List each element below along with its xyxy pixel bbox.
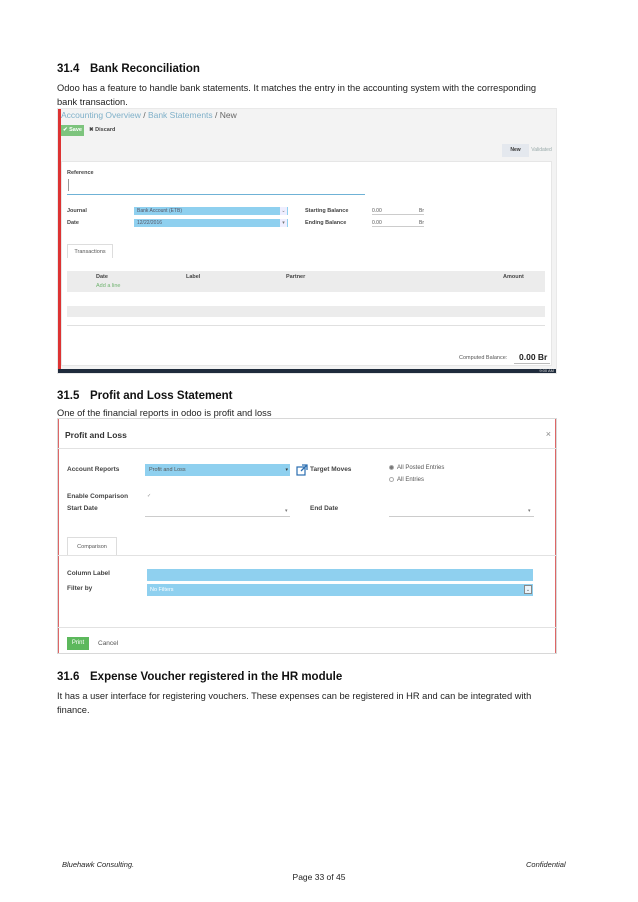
state-validated: Validated — [531, 147, 552, 153]
radio-label: All Entries — [397, 477, 425, 484]
ending-balance-label: Ending Balance — [305, 220, 347, 226]
starting-balance-field[interactable] — [372, 207, 424, 215]
section-number: 31.6 — [57, 671, 80, 683]
date-field[interactable] — [134, 219, 288, 227]
print-button[interactable]: Print — [67, 637, 89, 650]
column-partner: Partner — [286, 274, 306, 280]
section-title: Profit and Loss Statement — [90, 390, 233, 402]
start-date-label: Start Date — [67, 505, 98, 512]
transactions-table — [67, 271, 545, 292]
caret-down-icon: ▾ — [280, 219, 287, 227]
radio-all-posted-entries[interactable] — [389, 465, 444, 471]
screenshot-edge — [58, 419, 59, 653]
computed-balance-underline — [514, 363, 550, 364]
reference-input[interactable] — [68, 179, 69, 191]
journal-select[interactable] — [134, 207, 288, 215]
currency: Br — [419, 208, 424, 214]
radio-dot — [389, 477, 394, 482]
tab-comparison[interactable]: Comparison — [67, 537, 117, 555]
account-reports-value: Profit and Loss — [149, 467, 186, 473]
section-number: 31.4 — [57, 63, 80, 75]
currency: Br — [419, 220, 424, 226]
footer-company: Bluehawk Consulting. — [62, 860, 135, 869]
external-link-icon[interactable] — [296, 464, 308, 476]
journal-value: Bank Account (ETB) — [137, 208, 183, 214]
radio-all-entries[interactable] — [389, 477, 424, 483]
end-date-input[interactable] — [389, 516, 534, 517]
state-new: New — [502, 144, 529, 157]
radio-label: All Posted Entries — [397, 465, 445, 472]
footer-confidential: Confidential — [526, 860, 566, 869]
save-button[interactable] — [61, 125, 84, 136]
enable-comparison-label: Enable Comparison — [67, 493, 129, 500]
date-value: 12/22/2016 — [137, 220, 163, 226]
section-heading-31-6 — [57, 671, 342, 683]
column-label-label: Column Label — [67, 570, 110, 577]
section-heading-31-5 — [57, 390, 233, 402]
starting-balance-value: 0.00 — [372, 208, 382, 214]
bank-statement-screenshot — [57, 108, 557, 374]
dialog-divider — [58, 448, 556, 449]
screenshot-edge — [555, 419, 556, 653]
close-icon: ✖ — [89, 127, 96, 133]
column-label-input[interactable] — [147, 569, 533, 581]
section-heading-31-4 — [57, 63, 200, 75]
journal-label: Journal — [67, 208, 87, 214]
cancel-button[interactable]: Cancel — [98, 640, 119, 647]
ending-balance-value: 0.00 — [372, 220, 382, 226]
table-divider — [67, 325, 545, 326]
breadcrumb-sep: / — [140, 110, 148, 120]
starting-balance-label: Starting Balance — [305, 208, 349, 214]
reference-underline — [67, 194, 365, 195]
start-date-input[interactable] — [145, 516, 290, 517]
statement-form — [61, 147, 552, 366]
section-paragraph-31-6: It has a user interface for registering vouchers. These expenses can be registered in HR and can be integrated with finance. — [57, 691, 532, 715]
tab-transactions[interactable]: Transactions — [67, 244, 113, 258]
table-row — [67, 306, 545, 317]
account-reports-select[interactable] — [145, 464, 290, 476]
column-amount: Amount — [503, 274, 524, 280]
caret-down-icon: ▾ — [285, 467, 288, 473]
breadcrumb-sep: / — [212, 110, 220, 120]
breadcrumb-accounting-overview[interactable]: Accounting Overview — [61, 110, 141, 120]
save-label: Save — [69, 127, 82, 133]
section-title: Expense Voucher registered in the HR module — [90, 671, 343, 683]
profit-loss-dialog-screenshot — [57, 418, 557, 654]
breadcrumb — [61, 110, 237, 120]
date-label: Date — [67, 220, 79, 226]
chevron-down-icon: ⌄ — [525, 587, 531, 593]
section-title: Bank Reconciliation — [90, 63, 200, 75]
check-icon: ✔ — [63, 127, 70, 133]
section-paragraph-31-4: Odoo has a feature to handle bank statements. It matches the entry in the accounting system with the corresponding bank transaction. — [57, 83, 537, 107]
computed-balance-label: Computed Balance: — [459, 355, 508, 361]
end-date-label: End Date — [310, 505, 339, 512]
enable-comparison-checkbox[interactable]: ✓ — [147, 493, 152, 499]
clock: 9:00 AM — [539, 368, 554, 373]
caret-down-icon: ▾ — [528, 508, 531, 514]
close-icon[interactable]: × — [545, 429, 551, 439]
taskbar — [58, 369, 556, 373]
chevron-down-icon: ⌄ — [281, 208, 286, 214]
reference-label: Reference — [67, 170, 94, 176]
discard-button[interactable] — [89, 125, 115, 136]
add-line-link[interactable]: Add a line — [96, 283, 121, 289]
filter-by-value: No Filters — [150, 587, 174, 593]
column-label: Label — [186, 274, 201, 280]
section-paragraph-31-5: One of the financial reports in odoo is profit and loss — [57, 408, 272, 418]
footer-divider — [58, 627, 556, 628]
discard-label: Discard — [95, 127, 116, 133]
ending-balance-field[interactable] — [372, 219, 424, 227]
section-number: 31.5 — [57, 390, 80, 402]
breadcrumb-bank-statements[interactable]: Bank Statements — [147, 110, 213, 120]
computed-balance-value: 0.00 Br — [519, 352, 548, 362]
target-moves-label: Target Moves — [310, 466, 352, 473]
tab-divider — [58, 555, 556, 556]
radio-dot — [389, 465, 394, 470]
dialog-title: Profit and Loss — [65, 430, 127, 440]
caret-down-icon: ▾ — [285, 508, 288, 514]
breadcrumb-current: New — [219, 110, 237, 120]
filter-by-label: Filter by — [67, 585, 93, 592]
filter-by-select[interactable] — [147, 584, 533, 596]
page-number: Page 33 of 45 — [292, 872, 346, 882]
account-reports-label: Account Reports — [67, 466, 120, 473]
column-date: Date — [96, 274, 108, 280]
